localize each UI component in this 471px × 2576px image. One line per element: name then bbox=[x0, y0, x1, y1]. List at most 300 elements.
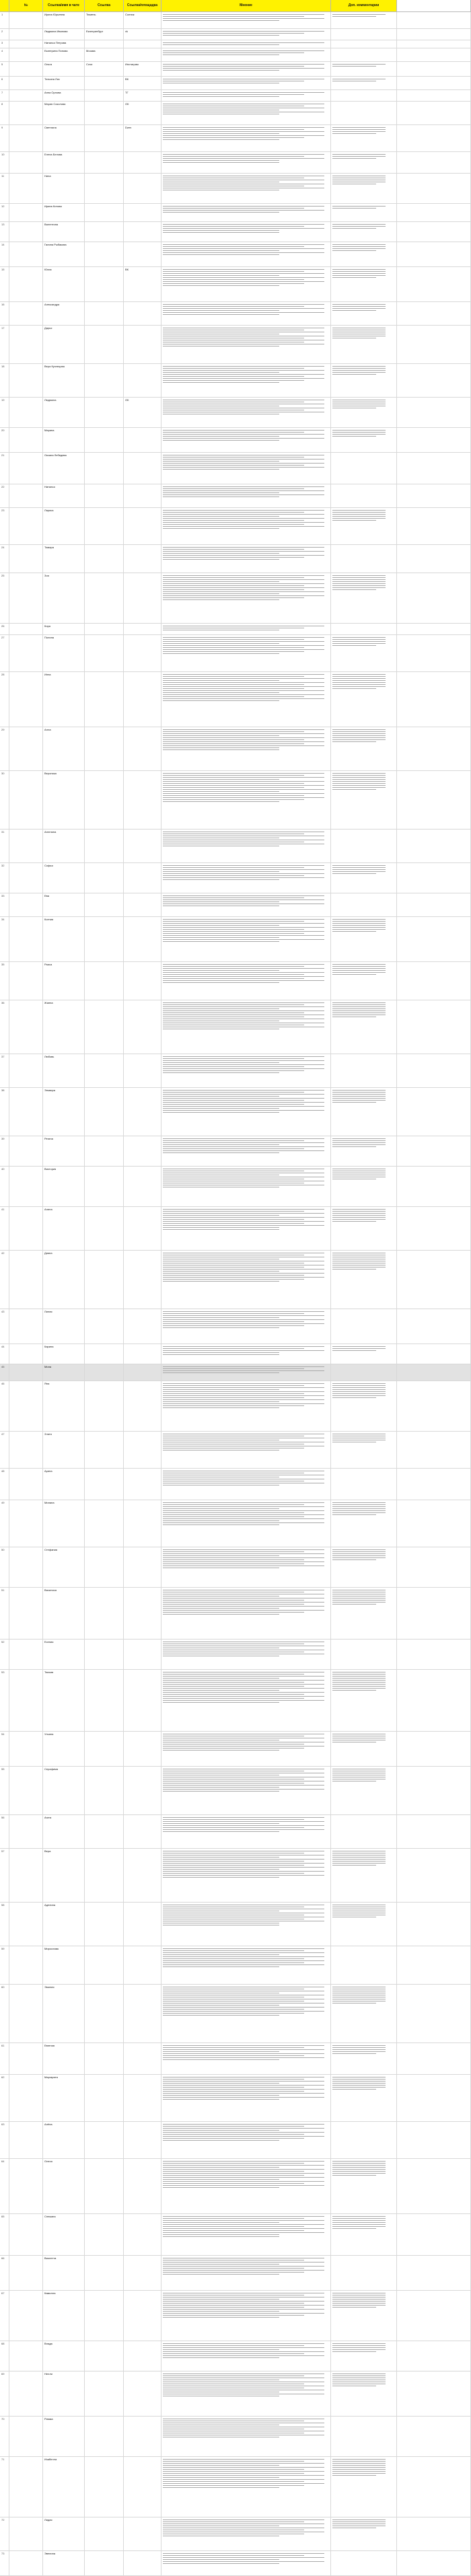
opinion-cell[interactable] bbox=[161, 326, 331, 363]
platform-cell[interactable] bbox=[124, 2341, 161, 2371]
opinion-cell[interactable] bbox=[161, 2341, 331, 2371]
table-row[interactable] bbox=[0, 1000, 471, 1054]
opinion-cell[interactable] bbox=[161, 364, 331, 397]
table-row[interactable] bbox=[0, 2159, 471, 2214]
platform-cell[interactable] bbox=[124, 1767, 161, 1814]
date-cell[interactable] bbox=[9, 1309, 43, 1344]
name-cell[interactable]: Агата bbox=[43, 1815, 85, 1848]
platform-cell[interactable] bbox=[124, 40, 161, 48]
city-cell[interactable] bbox=[85, 1088, 124, 1136]
platform-cell[interactable] bbox=[124, 672, 161, 727]
opinion-cell[interactable] bbox=[161, 672, 331, 727]
table-row[interactable] bbox=[0, 2122, 471, 2159]
opinion-cell[interactable] bbox=[161, 77, 331, 89]
opinion-cell[interactable] bbox=[161, 428, 331, 452]
platform-cell[interactable] bbox=[124, 2214, 161, 2255]
city-cell[interactable] bbox=[85, 2075, 124, 2121]
opinion-cell[interactable] bbox=[161, 1364, 331, 1381]
table-row[interactable] bbox=[0, 727, 471, 771]
city-cell[interactable] bbox=[85, 326, 124, 363]
date-cell[interactable] bbox=[9, 830, 43, 862]
platform-cell[interactable] bbox=[124, 2371, 161, 2416]
table-row[interactable] bbox=[0, 1903, 471, 1946]
note-cell[interactable] bbox=[331, 2371, 397, 2416]
opinion-cell[interactable] bbox=[161, 2214, 331, 2255]
date-cell[interactable] bbox=[9, 1732, 43, 1766]
date-cell[interactable] bbox=[9, 2291, 43, 2341]
name-cell[interactable]: Оксана Лебедева bbox=[43, 453, 85, 484]
note-cell[interactable] bbox=[331, 1309, 397, 1344]
opinion-cell[interactable] bbox=[161, 2122, 331, 2158]
date-cell[interactable] bbox=[9, 1500, 43, 1547]
note-cell[interactable] bbox=[331, 1381, 397, 1431]
platform-cell[interactable] bbox=[124, 2159, 161, 2213]
name-cell[interactable]: Алла bbox=[43, 727, 85, 770]
name-cell[interactable]: Эвелина bbox=[43, 2551, 85, 2575]
note-cell[interactable] bbox=[331, 1903, 397, 1946]
date-cell[interactable] bbox=[9, 1903, 43, 1946]
platform-cell[interactable]: ОК bbox=[124, 398, 161, 427]
name-cell[interactable]: Снежана bbox=[43, 2214, 85, 2255]
note-cell[interactable] bbox=[331, 40, 397, 48]
note-cell[interactable] bbox=[331, 453, 397, 484]
name-cell[interactable]: Анна Орлова bbox=[43, 90, 85, 101]
date-cell[interactable] bbox=[9, 1849, 43, 1902]
table-row[interactable] bbox=[0, 77, 471, 90]
table-row[interactable] bbox=[0, 1640, 471, 1670]
platform-cell[interactable] bbox=[124, 1547, 161, 1587]
table-row[interactable] bbox=[0, 2291, 471, 2341]
platform-cell[interactable] bbox=[124, 1903, 161, 1946]
platform-cell[interactable] bbox=[124, 1251, 161, 1309]
opinion-cell[interactable] bbox=[161, 453, 331, 484]
table-row[interactable] bbox=[0, 1500, 471, 1547]
opinion-cell[interactable] bbox=[161, 1985, 331, 2043]
city-cell[interactable] bbox=[85, 672, 124, 727]
date-cell[interactable] bbox=[9, 2122, 43, 2158]
date-cell[interactable] bbox=[9, 1088, 43, 1136]
table-row[interactable] bbox=[0, 830, 471, 863]
date-cell[interactable] bbox=[9, 2159, 43, 2213]
city-cell[interactable] bbox=[85, 1381, 124, 1431]
city-cell[interactable] bbox=[85, 1670, 124, 1731]
platform-cell[interactable] bbox=[124, 2517, 161, 2550]
name-cell[interactable]: Раиса bbox=[43, 962, 85, 1000]
name-cell[interactable]: Нина bbox=[43, 174, 85, 203]
opinion-cell[interactable] bbox=[161, 573, 331, 623]
name-cell[interactable]: Василиса bbox=[43, 1588, 85, 1639]
table-row[interactable] bbox=[0, 1732, 471, 1767]
name-cell[interactable]: Олеся bbox=[43, 2159, 85, 2213]
table-row[interactable] bbox=[0, 398, 471, 428]
date-cell[interactable] bbox=[9, 1207, 43, 1250]
platform-cell[interactable] bbox=[124, 2551, 161, 2575]
date-cell[interactable] bbox=[9, 152, 43, 173]
city-cell[interactable] bbox=[85, 1500, 124, 1547]
date-cell[interactable] bbox=[9, 635, 43, 671]
platform-cell[interactable] bbox=[124, 1732, 161, 1766]
table-row[interactable] bbox=[0, 204, 471, 222]
platform-cell[interactable] bbox=[124, 893, 161, 916]
note-cell[interactable] bbox=[331, 2517, 397, 2550]
name-cell[interactable]: Марина bbox=[43, 428, 85, 452]
city-cell[interactable] bbox=[85, 1000, 124, 1054]
date-cell[interactable] bbox=[9, 727, 43, 770]
date-cell[interactable] bbox=[9, 2417, 43, 2456]
platform-cell[interactable] bbox=[124, 1309, 161, 1344]
date-cell[interactable] bbox=[9, 1985, 43, 2043]
opinion-cell[interactable] bbox=[161, 624, 331, 634]
date-cell[interactable] bbox=[9, 398, 43, 427]
platform-cell[interactable] bbox=[124, 152, 161, 173]
name-cell[interactable]: Лариса bbox=[43, 508, 85, 544]
table-row[interactable] bbox=[0, 2417, 471, 2457]
platform-cell[interactable] bbox=[124, 1364, 161, 1381]
city-cell[interactable] bbox=[85, 152, 124, 173]
city-cell[interactable] bbox=[85, 2551, 124, 2575]
city-cell[interactable] bbox=[85, 1903, 124, 1946]
opinion-cell[interactable] bbox=[161, 398, 331, 427]
date-cell[interactable] bbox=[9, 1588, 43, 1639]
opinion-cell[interactable] bbox=[161, 863, 331, 893]
note-cell[interactable] bbox=[331, 125, 397, 151]
date-cell[interactable] bbox=[9, 1946, 43, 1984]
date-cell[interactable] bbox=[9, 125, 43, 151]
name-cell[interactable]: Вера bbox=[43, 1849, 85, 1902]
name-cell[interactable]: Ангелина bbox=[43, 830, 85, 862]
note-cell[interactable] bbox=[331, 635, 397, 671]
opinion-cell[interactable] bbox=[161, 830, 331, 862]
table-row[interactable] bbox=[0, 893, 471, 917]
date-cell[interactable] bbox=[9, 242, 43, 266]
opinion-cell[interactable] bbox=[161, 771, 331, 829]
name-cell[interactable]: Татьяна Лис bbox=[43, 77, 85, 89]
table-row[interactable] bbox=[0, 222, 471, 242]
city-cell[interactable] bbox=[85, 962, 124, 1000]
date-cell[interactable] bbox=[9, 2457, 43, 2517]
name-cell[interactable]: Наталья bbox=[43, 484, 85, 507]
note-cell[interactable] bbox=[331, 1000, 397, 1054]
city-cell[interactable] bbox=[85, 2159, 124, 2213]
city-cell[interactable] bbox=[85, 1640, 124, 1669]
opinion-cell[interactable] bbox=[161, 2457, 331, 2517]
date-cell[interactable] bbox=[9, 2256, 43, 2290]
city-cell[interactable] bbox=[85, 222, 124, 242]
platform-cell[interactable] bbox=[124, 1670, 161, 1731]
platform-cell[interactable] bbox=[124, 242, 161, 266]
date-cell[interactable] bbox=[9, 1167, 43, 1206]
opinion-cell[interactable] bbox=[161, 2517, 331, 2550]
date-cell[interactable] bbox=[9, 174, 43, 203]
note-cell[interactable] bbox=[331, 508, 397, 544]
city-cell[interactable] bbox=[85, 267, 124, 301]
platform-cell[interactable]: ВК bbox=[124, 77, 161, 89]
date-cell[interactable] bbox=[9, 102, 43, 124]
name-cell[interactable]: Александра bbox=[43, 302, 85, 325]
opinion-cell[interactable] bbox=[161, 1815, 331, 1848]
date-cell[interactable] bbox=[9, 428, 43, 452]
name-cell[interactable]: Ольга bbox=[43, 62, 85, 76]
header-name[interactable]: Ссылка/имя в чате bbox=[43, 0, 85, 12]
city-cell[interactable] bbox=[85, 917, 124, 961]
name-cell[interactable]: Карина bbox=[43, 1344, 85, 1364]
city-cell[interactable]: Екатеринбург bbox=[85, 29, 124, 40]
date-cell[interactable] bbox=[9, 453, 43, 484]
table-row[interactable] bbox=[0, 2075, 471, 2122]
platform-cell[interactable] bbox=[124, 222, 161, 242]
city-cell[interactable] bbox=[85, 204, 124, 221]
opinion-cell[interactable] bbox=[161, 102, 331, 124]
note-cell[interactable] bbox=[331, 222, 397, 242]
city-cell[interactable] bbox=[85, 727, 124, 770]
date-cell[interactable] bbox=[9, 624, 43, 634]
opinion-cell[interactable] bbox=[161, 1588, 331, 1639]
name-cell[interactable]: Софья bbox=[43, 863, 85, 893]
opinion-cell[interactable] bbox=[161, 1547, 331, 1587]
platform-cell[interactable] bbox=[124, 1815, 161, 1848]
name-cell[interactable]: Стефания bbox=[43, 1547, 85, 1587]
name-cell[interactable]: Екатерина Попова bbox=[43, 48, 85, 61]
note-cell[interactable] bbox=[331, 863, 397, 893]
table-row[interactable] bbox=[0, 29, 471, 40]
platform-cell[interactable]: vk bbox=[124, 29, 161, 40]
note-cell[interactable] bbox=[331, 2291, 397, 2341]
name-cell[interactable]: Наталья Петрова bbox=[43, 40, 85, 48]
opinion-cell[interactable] bbox=[161, 1000, 331, 1054]
note-cell[interactable] bbox=[331, 1670, 397, 1731]
opinion-cell[interactable] bbox=[161, 1903, 331, 1946]
city-cell[interactable] bbox=[85, 2122, 124, 2158]
opinion-cell[interactable] bbox=[161, 917, 331, 961]
platform-cell[interactable] bbox=[124, 428, 161, 452]
platform-cell[interactable]: Сонник bbox=[124, 12, 161, 28]
city-cell[interactable] bbox=[85, 2371, 124, 2416]
table-row[interactable] bbox=[0, 152, 471, 174]
city-cell[interactable] bbox=[85, 624, 124, 634]
name-cell[interactable]: Евгения bbox=[43, 2043, 85, 2074]
opinion-cell[interactable] bbox=[161, 1251, 331, 1309]
name-cell[interactable]: Арина bbox=[43, 1469, 85, 1500]
date-cell[interactable] bbox=[9, 962, 43, 1000]
opinion-cell[interactable] bbox=[161, 1167, 331, 1206]
city-cell[interactable] bbox=[85, 90, 124, 101]
table-row[interactable] bbox=[0, 125, 471, 152]
date-cell[interactable] bbox=[9, 222, 43, 242]
opinion-cell[interactable] bbox=[161, 1054, 331, 1087]
table-row[interactable] bbox=[0, 2457, 471, 2517]
opinion-cell[interactable] bbox=[161, 545, 331, 573]
date-cell[interactable] bbox=[9, 40, 43, 48]
name-cell[interactable]: Изабелла bbox=[43, 2457, 85, 2517]
note-cell[interactable] bbox=[331, 1167, 397, 1206]
city-cell[interactable]: Тюмень bbox=[85, 12, 124, 28]
opinion-cell[interactable] bbox=[161, 125, 331, 151]
name-cell[interactable]: Диана bbox=[43, 1251, 85, 1309]
table-row[interactable] bbox=[0, 267, 471, 302]
opinion-cell[interactable] bbox=[161, 2417, 331, 2456]
platform-cell[interactable] bbox=[124, 1207, 161, 1250]
name-cell[interactable]: Юлия bbox=[43, 267, 85, 301]
note-cell[interactable] bbox=[331, 364, 397, 397]
city-cell[interactable]: Москва bbox=[85, 48, 124, 61]
opinion-cell[interactable] bbox=[161, 90, 331, 101]
opinion-cell[interactable] bbox=[161, 1767, 331, 1814]
name-cell[interactable]: Вера Кузнецова bbox=[43, 364, 85, 397]
city-cell[interactable] bbox=[85, 2214, 124, 2255]
platform-cell[interactable] bbox=[124, 1381, 161, 1431]
city-cell[interactable] bbox=[85, 428, 124, 452]
note-cell[interactable] bbox=[331, 1207, 397, 1250]
table-row[interactable] bbox=[0, 1815, 471, 1849]
date-cell[interactable] bbox=[9, 672, 43, 727]
table-row[interactable] bbox=[0, 1251, 471, 1309]
note-cell[interactable] bbox=[331, 830, 397, 862]
date-cell[interactable] bbox=[9, 1432, 43, 1468]
date-cell[interactable] bbox=[9, 2341, 43, 2371]
opinion-cell[interactable] bbox=[161, 1381, 331, 1431]
table-row[interactable] bbox=[0, 1432, 471, 1469]
table-row[interactable] bbox=[0, 1309, 471, 1344]
note-cell[interactable] bbox=[331, 2457, 397, 2517]
table-row[interactable] bbox=[0, 1167, 471, 1207]
name-cell[interactable]: Лилия bbox=[43, 1309, 85, 1344]
opinion-cell[interactable] bbox=[161, 1946, 331, 1984]
platform-cell[interactable] bbox=[124, 1136, 161, 1166]
header-index[interactable]: № bbox=[9, 0, 43, 12]
name-cell[interactable]: Ева bbox=[43, 893, 85, 916]
city-cell[interactable] bbox=[85, 1469, 124, 1500]
name-cell[interactable]: Людмила Иванова bbox=[43, 29, 85, 40]
table-row[interactable] bbox=[0, 242, 471, 267]
name-cell[interactable]: Есения bbox=[43, 1640, 85, 1669]
note-cell[interactable] bbox=[331, 1344, 397, 1364]
name-cell[interactable]: Ирина Юрьевна bbox=[43, 12, 85, 28]
city-cell[interactable] bbox=[85, 2291, 124, 2341]
opinion-cell[interactable] bbox=[161, 2043, 331, 2074]
city-cell[interactable] bbox=[85, 1432, 124, 1468]
name-cell[interactable]: Милана bbox=[43, 1500, 85, 1547]
note-cell[interactable] bbox=[331, 174, 397, 203]
table-row[interactable] bbox=[0, 1088, 471, 1136]
opinion-cell[interactable] bbox=[161, 1849, 331, 1902]
opinion-cell[interactable] bbox=[161, 29, 331, 40]
city-cell[interactable] bbox=[85, 1054, 124, 1087]
platform-cell[interactable] bbox=[124, 2291, 161, 2341]
opinion-cell[interactable] bbox=[161, 222, 331, 242]
platform-cell[interactable]: Dzen bbox=[124, 125, 161, 151]
opinion-cell[interactable] bbox=[161, 1469, 331, 1500]
city-cell[interactable] bbox=[85, 77, 124, 89]
platform-cell[interactable] bbox=[124, 1985, 161, 2043]
opinion-cell[interactable] bbox=[161, 1640, 331, 1669]
date-cell[interactable] bbox=[9, 204, 43, 221]
name-cell[interactable]: Таисия bbox=[43, 1670, 85, 1731]
city-cell[interactable] bbox=[85, 863, 124, 893]
table-row[interactable] bbox=[0, 40, 471, 48]
platform-cell[interactable] bbox=[124, 624, 161, 634]
city-cell[interactable] bbox=[85, 1251, 124, 1309]
note-cell[interactable] bbox=[331, 326, 397, 363]
city-cell[interactable] bbox=[85, 398, 124, 427]
table-row[interactable] bbox=[0, 1849, 471, 1903]
city-cell[interactable] bbox=[85, 2417, 124, 2456]
table-row[interactable] bbox=[0, 624, 471, 635]
date-cell[interactable] bbox=[9, 573, 43, 623]
note-cell[interactable] bbox=[331, 484, 397, 507]
header-text[interactable]: Мнение bbox=[161, 0, 331, 12]
note-cell[interactable] bbox=[331, 2256, 397, 2290]
date-cell[interactable] bbox=[9, 1547, 43, 1587]
opinion-cell[interactable] bbox=[161, 12, 331, 28]
name-cell[interactable]: Аделина bbox=[43, 1903, 85, 1946]
date-cell[interactable] bbox=[9, 326, 43, 363]
name-cell[interactable]: Серафима bbox=[43, 1767, 85, 1814]
table-row[interactable] bbox=[0, 102, 471, 125]
note-cell[interactable] bbox=[331, 1815, 397, 1848]
date-cell[interactable] bbox=[9, 2075, 43, 2121]
date-cell[interactable] bbox=[9, 484, 43, 507]
city-cell[interactable] bbox=[85, 364, 124, 397]
note-cell[interactable] bbox=[331, 1088, 397, 1136]
date-cell[interactable] bbox=[9, 1670, 43, 1731]
opinion-cell[interactable] bbox=[161, 1500, 331, 1547]
platform-cell[interactable]: Инстаграм bbox=[124, 62, 161, 76]
opinion-cell[interactable] bbox=[161, 48, 331, 61]
header-platform[interactable]: Ссылка/площадка bbox=[124, 0, 161, 12]
platform-cell[interactable] bbox=[124, 1469, 161, 1500]
date-cell[interactable] bbox=[9, 545, 43, 573]
opinion-cell[interactable] bbox=[161, 635, 331, 671]
note-cell[interactable] bbox=[331, 2341, 397, 2371]
date-cell[interactable] bbox=[9, 1344, 43, 1364]
note-cell[interactable] bbox=[331, 29, 397, 40]
platform-cell[interactable] bbox=[124, 484, 161, 507]
note-cell[interactable] bbox=[331, 573, 397, 623]
name-cell[interactable]: Зоя bbox=[43, 573, 85, 623]
platform-cell[interactable] bbox=[124, 2122, 161, 2158]
note-cell[interactable] bbox=[331, 2122, 397, 2158]
platform-cell[interactable] bbox=[124, 727, 161, 770]
table-row[interactable] bbox=[0, 672, 471, 727]
note-cell[interactable] bbox=[331, 2159, 397, 2213]
note-cell[interactable] bbox=[331, 893, 397, 916]
platform-cell[interactable] bbox=[124, 2256, 161, 2290]
platform-cell[interactable] bbox=[124, 326, 161, 363]
note-cell[interactable] bbox=[331, 90, 397, 101]
note-cell[interactable] bbox=[331, 1136, 397, 1166]
table-row[interactable] bbox=[0, 573, 471, 624]
city-cell[interactable] bbox=[85, 635, 124, 671]
city-cell[interactable] bbox=[85, 2517, 124, 2550]
city-cell[interactable] bbox=[85, 125, 124, 151]
platform-cell[interactable] bbox=[124, 1000, 161, 1054]
city-cell[interactable] bbox=[85, 545, 124, 573]
platform-cell[interactable]: ВК bbox=[124, 267, 161, 301]
city-cell[interactable] bbox=[85, 453, 124, 484]
date-cell[interactable] bbox=[9, 77, 43, 89]
platform-cell[interactable] bbox=[124, 1054, 161, 1087]
date-cell[interactable] bbox=[9, 2517, 43, 2550]
table-row[interactable] bbox=[0, 428, 471, 453]
table-row[interactable] bbox=[0, 364, 471, 398]
note-cell[interactable] bbox=[331, 2075, 397, 2121]
opinion-cell[interactable] bbox=[161, 727, 331, 770]
opinion-cell[interactable] bbox=[161, 40, 331, 48]
table-row[interactable] bbox=[0, 1767, 471, 1815]
city-cell[interactable] bbox=[85, 1815, 124, 1848]
name-cell[interactable]: Полина bbox=[43, 635, 85, 671]
name-cell[interactable]: Маргарита bbox=[43, 2075, 85, 2121]
